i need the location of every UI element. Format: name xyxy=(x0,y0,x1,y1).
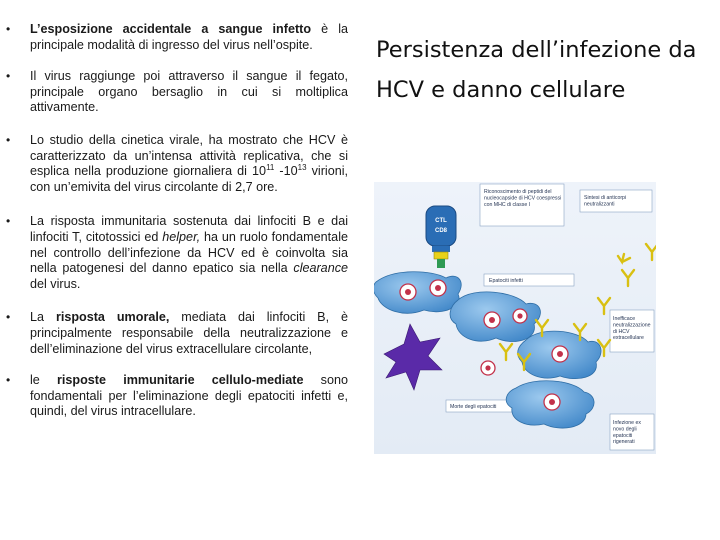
new-infection-box xyxy=(610,414,654,450)
inefficient-neutralization-box xyxy=(610,310,654,352)
bullet-text: -10 xyxy=(274,164,298,179)
exponent: 11 xyxy=(266,162,275,172)
bullet-text: sono fondamentali per l’eliminazione degli epatociti infetti e, quindi, del virus intracellulare. xyxy=(30,373,348,419)
mhc-receptor xyxy=(434,252,448,259)
bullet-item xyxy=(6,214,348,292)
bullet-list xyxy=(6,22,348,420)
bullet-text: mediata dai linfociti B, è principalmente responsabile della neutralizzazione e dell’eliminazione del virus extracellulare circolante, xyxy=(30,310,348,356)
bullet-bold-text: risposte immunitarie cellulo-mediate xyxy=(57,373,304,388)
bullet-text: Lo studio della cinetica virale, ha mostrato che HCV è caratterizzato da un’intensa attività replicativa, che si esplica nella produzione giornaliera di 10 xyxy=(30,132,348,179)
bullet-item xyxy=(6,69,348,116)
hepatocyte-cell xyxy=(374,272,461,313)
bullet-bold-text: risposta umorale, xyxy=(55,310,170,325)
bullet-italic-text: clearance xyxy=(293,261,348,276)
bullet-text: Il virus raggiunge poi attraverso il sangue il fegato, principale organo bersaglio in cui si moltiplica attivamente. xyxy=(30,69,348,115)
antibodies-text: Sintesi di anticorpi neutralizzanti xyxy=(584,195,627,208)
bullet-text: del virus. xyxy=(30,276,81,291)
bullet-item xyxy=(6,133,348,195)
bullet-text: le xyxy=(30,373,58,388)
bullet-text: ha un ruolo fondamentale nel controllo dell’infezione da HCV ed è coinvolta sia nella patogenesi del danno epatico sia nella xyxy=(30,229,348,276)
bullet-text: La risposta immunitaria sostenuta dai linfociti B e dai linfociti T, citotossici ed xyxy=(30,214,348,244)
bullet-text: è la principale modalità di ingresso del virus nell’ospite. xyxy=(30,22,348,52)
antibodies-box xyxy=(580,190,652,212)
bullet-text: La xyxy=(30,310,56,325)
cd8-label: CD8 xyxy=(434,228,448,234)
bullet-text: virioni, con un’emivita del virus circolante di 2,7 ore. xyxy=(30,164,348,194)
slide-title: Persistenza dell’infezione da HCV e danno cellulare xyxy=(376,37,697,103)
new-infection-text: Infezione ex novo degli epatociti rigenerati xyxy=(613,420,641,446)
bullet-item xyxy=(6,310,348,357)
exponent: 13 xyxy=(297,162,307,172)
bullet-item xyxy=(6,373,348,420)
inefficient-neutralization-text: Inefficace neutralizzazione di HCV extracellulare xyxy=(613,316,651,342)
infected-hepatocytes-box xyxy=(484,274,574,286)
bullet-item xyxy=(6,22,348,53)
peptide-complex xyxy=(437,259,445,268)
figure-illustration xyxy=(374,182,656,454)
ctl-label: CTL xyxy=(435,218,447,224)
recognition-text: Riconoscimento di peptidi del nucleocapside di HCV coespressi con MHC di classe I xyxy=(484,189,562,208)
infected-hepatocytes-text: Epatociti infetti xyxy=(489,278,523,284)
hepatocyte-death-text: Morte degli epatociti xyxy=(450,404,497,410)
recognition-box xyxy=(480,184,564,226)
bullet-italic-text: helper, xyxy=(162,229,201,244)
bullet-bold-text: L’esposizione accidentale a sangue infetto xyxy=(30,22,312,36)
hcv-immune-response-figure xyxy=(374,182,656,454)
